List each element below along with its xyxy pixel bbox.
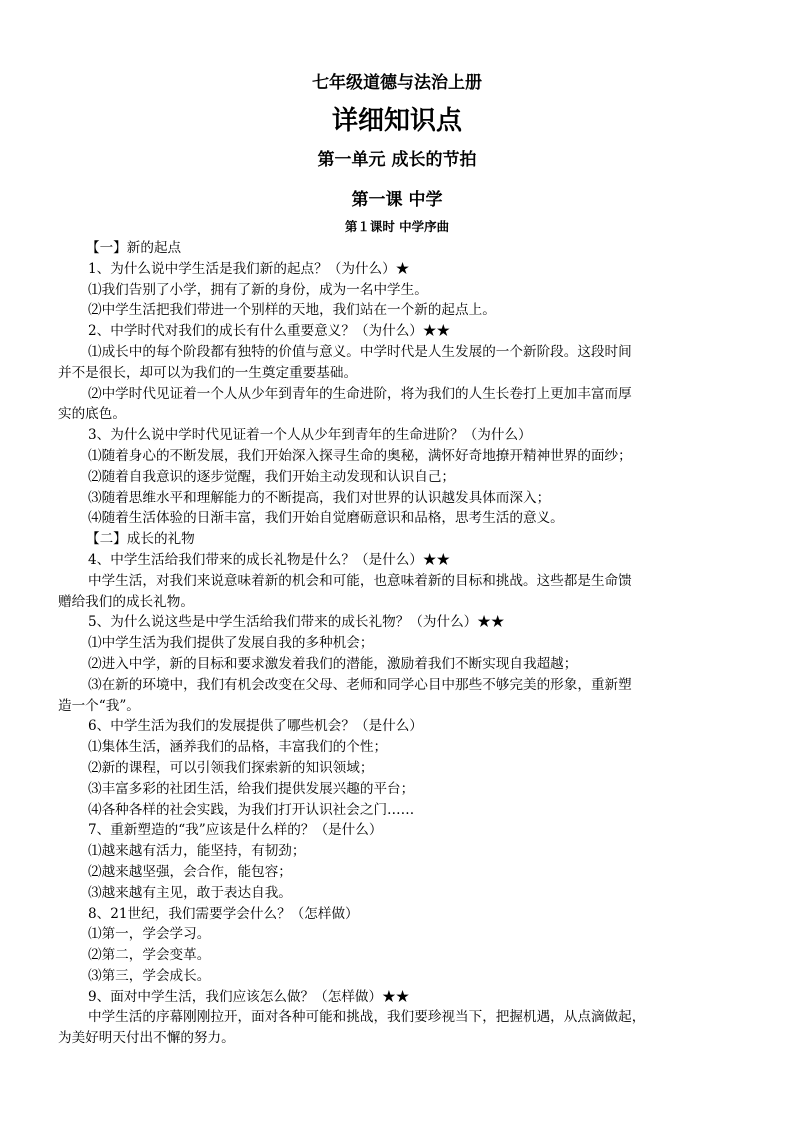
answer-item: ⑶在新的环境中，我们有机会改变在父母、老师和同学心目中那些不够完美的形象，重新塑 xyxy=(88,676,632,693)
answer-item: ⑵新的课程，可以引领我们探索新的知识领域； xyxy=(88,759,374,776)
answer-item: ⑶第三，学会成长。 xyxy=(88,967,211,984)
question: 1、为什么说中学生活是我们新的起点？（为什么）★ xyxy=(88,260,410,277)
answer-item: ⑴中学生活为我们提供了发展自我的多种机会； xyxy=(88,635,374,652)
section-heading: 【一】新的起点 xyxy=(86,240,182,256)
answer-item-continued: 为美好明天付出不懈的努力。 xyxy=(58,1030,235,1047)
answer-item: ⑴成长中的每个阶段都有独特的价值与意义。中学时代是人生发展的一个新阶段。这段时间 xyxy=(88,343,632,360)
answer-item-continued: 造一个“我”。 xyxy=(58,697,140,714)
question: 6、中学生活为我们的发展提供了哪些机会？（是什么） xyxy=(88,718,423,735)
answer-item: ⑶随着思维水平和理解能力的不断提高，我们对世界的认识越发具体而深入； xyxy=(88,489,551,506)
answer-item: 中学生活的序幕刚刚拉开，面对各种可能和挑战，我们要珍视当下，把握机遇，从点滴做起， xyxy=(88,1009,646,1026)
answer-item: 中学生活，对我们来说意味着新的机会和可能，也意味着新的目标和挑战。这些都是生命馈 xyxy=(88,572,632,589)
answer-item-continued: 实的底色。 xyxy=(58,406,126,423)
question: 5、为什么说这些是中学生活给我们带来的成长礼物？（为什么）★★ xyxy=(88,614,505,631)
answer-item: ⑴集体生活，涵养我们的品格，丰富我们的个性； xyxy=(88,739,388,756)
unit-heading: 第一单元 成长的节拍 xyxy=(317,150,477,170)
period-heading: 第１课时 中学序曲 xyxy=(344,219,450,234)
answer-item-continued: 赠给我们的成长礼物。 xyxy=(58,593,194,610)
question: 4、中学生活给我们带来的成长礼物是什么？（是什么）★★ xyxy=(88,551,451,568)
section-heading: 【二】成长的礼物 xyxy=(86,531,195,548)
question: 2、中学时代对我们的成长有什么重要意义？（为什么）★★ xyxy=(88,323,451,340)
answer-item: ⑵随着自我意识的逐步觉醒，我们开始主动发现和认识自己； xyxy=(88,468,456,485)
document-subtitle: 详细知识点 xyxy=(331,106,462,136)
answer-item: ⑶越来越有主见，敢于表达自我。 xyxy=(88,884,292,901)
answer-item: ⑴随着身心的不断发展，我们开始深入探寻生命的奥秘，满怀好奇地撩开精神世界的面纱； xyxy=(88,447,632,464)
answer-item: ⑷各种各样的社会实践，为我们打开认识社会之门…… xyxy=(88,801,415,818)
question: 8、21世纪，我们需要学会什么？（怎样做） xyxy=(88,905,359,922)
answer-item: ⑴越来越有活力，能坚持，有韧劲； xyxy=(88,843,306,860)
answer-item: ⑴第一，学会学习。 xyxy=(88,926,211,943)
answer-item-continued: 并不是很长，却可以为我们的一生奠定重要基础。 xyxy=(58,364,358,381)
answer-item: ⑷随着生活体验的日渐丰富，我们开始自觉磨砺意识和品格，思考生活的意义。 xyxy=(88,510,564,527)
question: 3、为什么说中学时代见证着一个人从少年到青年的生命进阶？（为什么） xyxy=(88,427,532,444)
lesson-heading: 第一课 中学 xyxy=(351,190,443,210)
question: 9、面对中学生活，我们应该怎么做？（怎样做）★★ xyxy=(88,988,410,1005)
answer-item: ⑵中学时代见证着一个人从少年到青年的生命进阶，将为我们的人生长卷打上更加丰富而厚 xyxy=(88,385,632,402)
answer-item: ⑵进入中学，新的目标和要求激发着我们的潜能，激励着我们不断实现自我超越； xyxy=(88,655,578,672)
answer-item: ⑵中学生活把我们带进一个别样的天地，我们站在一个新的起点上。 xyxy=(88,302,496,319)
answer-item: ⑵越来越坚强，会合作，能包容； xyxy=(88,863,292,880)
answer-item: ⑴我们告别了小学，拥有了新的身份，成为一名中学生。 xyxy=(88,281,428,298)
answer-item: ⑵第二，学会变革。 xyxy=(88,947,211,964)
document-body xyxy=(58,238,758,1049)
question: 7、重新塑造的“我”应该是什么样的？（是什么） xyxy=(88,822,383,839)
document-title: 七年级道德与法治上册 xyxy=(312,73,482,93)
answer-item: ⑶丰富多彩的社团生活，给我们提供发展兴趣的平台； xyxy=(88,780,415,797)
